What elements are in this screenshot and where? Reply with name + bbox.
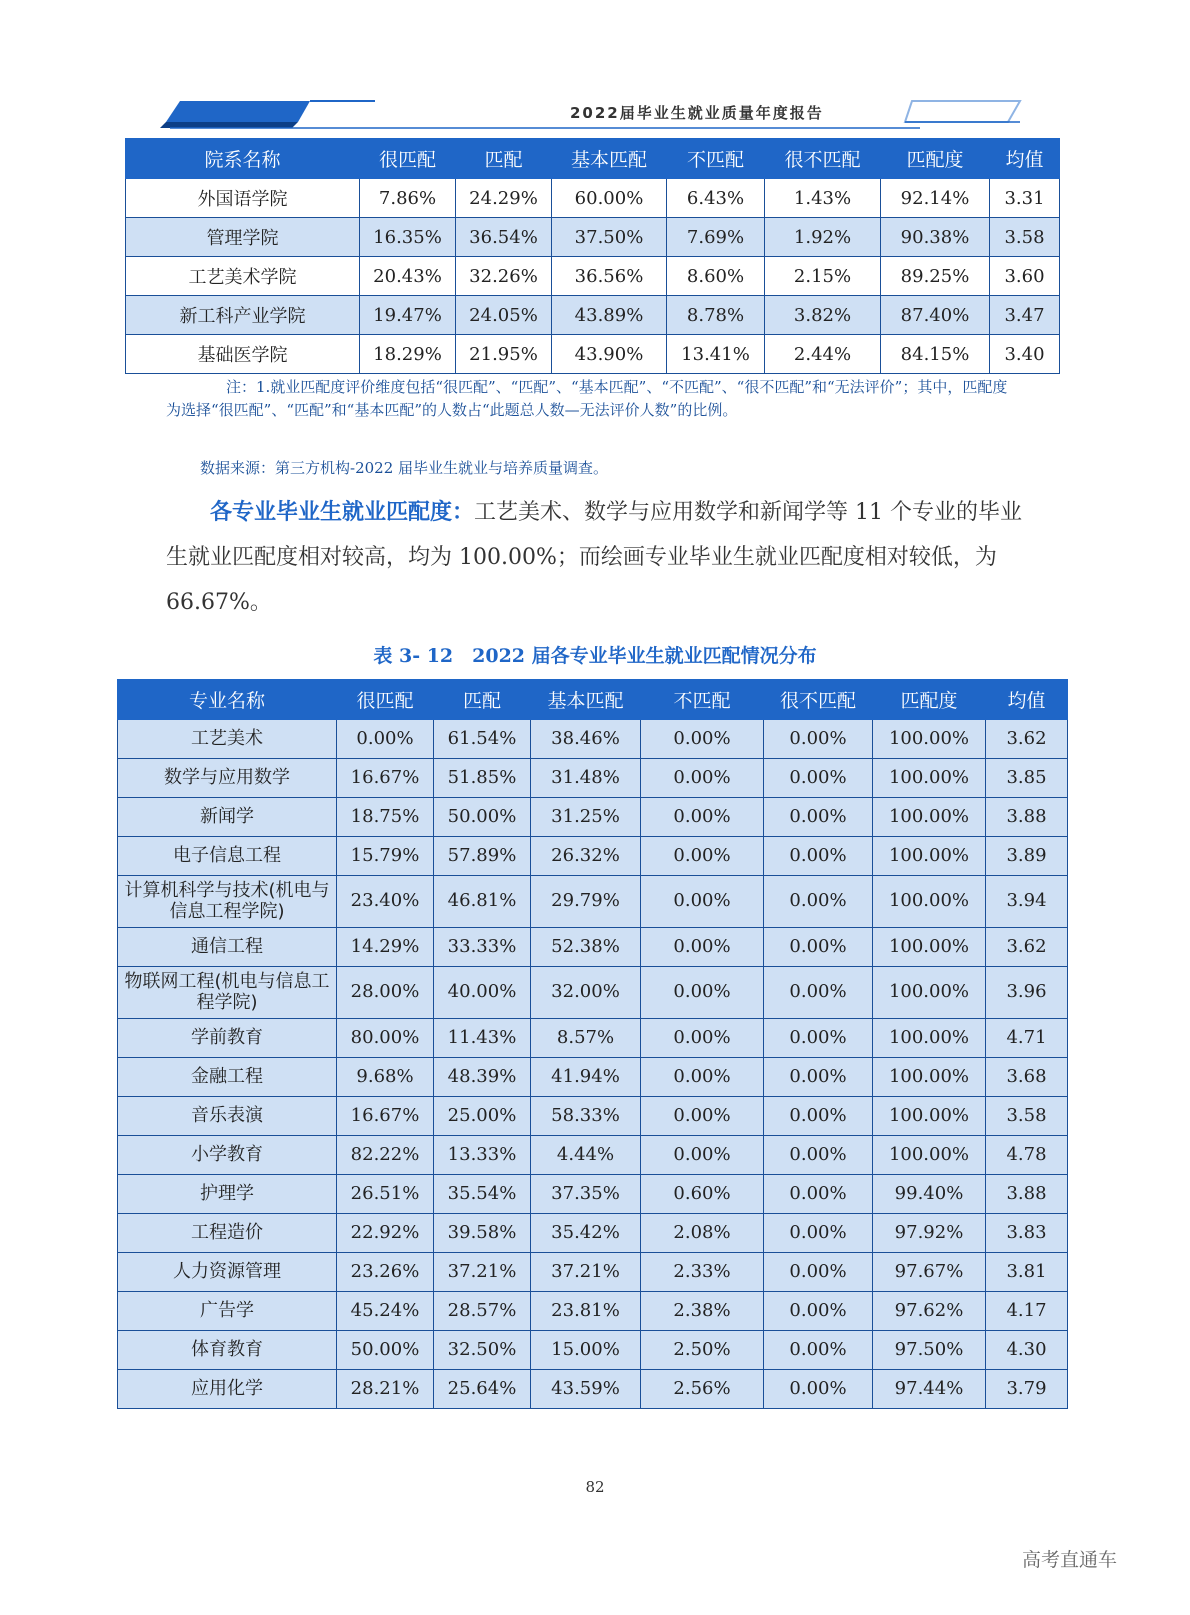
- table-cell: 0.00%: [764, 876, 873, 928]
- row-name-cell: 广告学: [118, 1292, 337, 1331]
- table-cell: 3.58: [986, 1097, 1068, 1136]
- table-cell: 100.00%: [873, 1136, 986, 1175]
- table-cell: 0.00%: [641, 759, 764, 798]
- table-cell: 60.00%: [552, 179, 667, 218]
- table-cell: 31.25%: [531, 798, 641, 837]
- table-cell: 4.30: [986, 1331, 1068, 1370]
- row-name-cell: 新工科产业学院: [126, 296, 360, 335]
- table-cell: 0.00%: [764, 798, 873, 837]
- table-row: [126, 335, 1060, 374]
- table-row: [118, 1019, 1068, 1058]
- table-cell: 14.29%: [337, 928, 434, 967]
- table-cell: 0.00%: [764, 837, 873, 876]
- table-cell: 3.82%: [765, 296, 881, 335]
- table-cell: 52.38%: [531, 928, 641, 967]
- table-cell: 3.47: [990, 296, 1060, 335]
- table-cell: 97.92%: [873, 1214, 986, 1253]
- paragraph-highlight: 各专业毕业生就业匹配度：: [210, 500, 475, 525]
- column-header: 匹配度: [881, 139, 990, 179]
- table-row: [118, 1253, 1068, 1292]
- page-number: 82: [585, 1478, 605, 1496]
- table-cell: 0.00%: [764, 1058, 873, 1097]
- column-header: 匹配: [456, 139, 552, 179]
- column-header: 基本匹配: [552, 139, 667, 179]
- table-cell: 28.21%: [337, 1370, 434, 1409]
- table-cell: 35.42%: [531, 1214, 641, 1253]
- table-cell: 37.35%: [531, 1175, 641, 1214]
- table-cell: 20.43%: [360, 257, 456, 296]
- table-cell: 92.14%: [881, 179, 990, 218]
- table-cell: 24.29%: [456, 179, 552, 218]
- table-cell: 9.68%: [337, 1058, 434, 1097]
- table-cell: 97.62%: [873, 1292, 986, 1331]
- table-cell: 13.33%: [434, 1136, 531, 1175]
- row-name-cell: 小学教育: [118, 1136, 337, 1175]
- table-cell: 0.00%: [337, 720, 434, 759]
- table-cell: 0.00%: [764, 1097, 873, 1136]
- table-cell: 39.58%: [434, 1214, 531, 1253]
- table-cell: 16.67%: [337, 1097, 434, 1136]
- table-cell: 0.00%: [764, 1019, 873, 1058]
- table-cell: 13.41%: [667, 335, 765, 374]
- table-row: [118, 1370, 1068, 1409]
- table-cell: 0.00%: [764, 720, 873, 759]
- row-name-cell: 物联网工程(机电与信息工程学院): [118, 967, 337, 1019]
- table-cell: 4.44%: [531, 1136, 641, 1175]
- table-cell: 32.26%: [456, 257, 552, 296]
- table-cell: 1.43%: [765, 179, 881, 218]
- table-row: [118, 720, 1068, 759]
- row-name-cell: 护理学: [118, 1175, 337, 1214]
- table-cell: 3.81: [986, 1253, 1068, 1292]
- table-cell: 37.50%: [552, 218, 667, 257]
- table-row: [118, 967, 1068, 1019]
- table-cell: 3.94: [986, 876, 1068, 928]
- table-cell: 100.00%: [873, 876, 986, 928]
- row-name-cell: 音乐表演: [118, 1097, 337, 1136]
- table-row: [118, 1097, 1068, 1136]
- column-header: 不匹配: [641, 680, 764, 720]
- table-cell: 57.89%: [434, 837, 531, 876]
- table-cell: 16.67%: [337, 759, 434, 798]
- row-name-cell: 基础医学院: [126, 335, 360, 374]
- table-cell: 82.22%: [337, 1136, 434, 1175]
- row-name-cell: 电子信息工程: [118, 837, 337, 876]
- table-cell: 0.00%: [764, 967, 873, 1019]
- column-header: 很不匹配: [764, 680, 873, 720]
- watermark: 高考直通车: [1022, 1549, 1118, 1571]
- table-cell: 0.00%: [641, 837, 764, 876]
- table-cell: 100.00%: [873, 1058, 986, 1097]
- table-cell: 1.92%: [765, 218, 881, 257]
- table-cell: 0.00%: [641, 928, 764, 967]
- table-cell: 46.81%: [434, 876, 531, 928]
- table-cell: 50.00%: [434, 798, 531, 837]
- row-name-cell: 金融工程: [118, 1058, 337, 1097]
- table-cell: 4.71: [986, 1019, 1068, 1058]
- table-cell: 31.48%: [531, 759, 641, 798]
- row-name-cell: 工程造价: [118, 1214, 337, 1253]
- table-cell: 3.62: [986, 720, 1068, 759]
- table-cell: 100.00%: [873, 798, 986, 837]
- table-cell: 8.60%: [667, 257, 765, 296]
- table-cell: 3.89: [986, 837, 1068, 876]
- table-cell: 19.47%: [360, 296, 456, 335]
- table-cell: 0.00%: [764, 1175, 873, 1214]
- table-note: 注：1.就业匹配度评价维度包括“很匹配”、“匹配”、“基本匹配”、“不匹配”、“很不匹配”和“无法评价”；其中，匹配度为选择“很匹配”、“匹配”和“基本匹配”的人数占“此题总人数—无法评价人数”的比例。: [166, 378, 1008, 419]
- column-header: 不匹配: [667, 139, 765, 179]
- table-cell: 0.00%: [641, 1136, 764, 1175]
- table-cell: 0.00%: [641, 1097, 764, 1136]
- table-cell: 97.50%: [873, 1331, 986, 1370]
- table-row: [118, 876, 1068, 928]
- table-cell: 3.62: [986, 928, 1068, 967]
- table-row: [118, 759, 1068, 798]
- column-header: 基本匹配: [531, 680, 641, 720]
- table-cell: 48.39%: [434, 1058, 531, 1097]
- table-cell: 0.00%: [764, 928, 873, 967]
- column-header: 院系名称: [126, 139, 360, 179]
- table-cell: 23.40%: [337, 876, 434, 928]
- table-row: [118, 1292, 1068, 1331]
- table-cell: 3.58: [990, 218, 1060, 257]
- college-match-table: [125, 138, 1060, 374]
- table-cell: 15.79%: [337, 837, 434, 876]
- table-cell: 0.00%: [764, 759, 873, 798]
- table-cell: 2.50%: [641, 1331, 764, 1370]
- table-cell: 38.46%: [531, 720, 641, 759]
- table-cell: 50.00%: [337, 1331, 434, 1370]
- table-cell: 3.88: [986, 1175, 1068, 1214]
- table-cell: 89.25%: [881, 257, 990, 296]
- table-cell: 0.00%: [641, 876, 764, 928]
- table-cell: 7.69%: [667, 218, 765, 257]
- table-caption: 表 3- 12 2022 届各专业毕业生就业匹配情况分布: [373, 645, 817, 667]
- table-cell: 0.00%: [764, 1253, 873, 1292]
- column-header: 均值: [990, 139, 1060, 179]
- row-name-cell: 通信工程: [118, 928, 337, 967]
- row-name-cell: 新闻学: [118, 798, 337, 837]
- major-match-table: [117, 679, 1068, 1409]
- table-cell: 99.40%: [873, 1175, 986, 1214]
- table-cell: 0.00%: [764, 1331, 873, 1370]
- table-cell: 84.15%: [881, 335, 990, 374]
- table-cell: 43.89%: [552, 296, 667, 335]
- row-name-cell: 学前教育: [118, 1019, 337, 1058]
- table-cell: 18.75%: [337, 798, 434, 837]
- report-header: [160, 96, 1030, 132]
- table-row: [118, 837, 1068, 876]
- table-cell: 3.96: [986, 967, 1068, 1019]
- table-row: [126, 296, 1060, 335]
- table-cell: 4.17: [986, 1292, 1068, 1331]
- table-cell: 35.54%: [434, 1175, 531, 1214]
- body-paragraph: [166, 490, 1026, 625]
- column-header: 很不匹配: [765, 139, 881, 179]
- table-row: [118, 1175, 1068, 1214]
- table-row: [118, 798, 1068, 837]
- row-name-cell: 应用化学: [118, 1370, 337, 1409]
- table-cell: 0.60%: [641, 1175, 764, 1214]
- table-row: [126, 257, 1060, 296]
- table-row: [126, 179, 1060, 218]
- table-cell: 87.40%: [881, 296, 990, 335]
- table-cell: 100.00%: [873, 1097, 986, 1136]
- table-cell: 3.68: [986, 1058, 1068, 1097]
- table-row: [118, 1136, 1068, 1175]
- table-cell: 25.00%: [434, 1097, 531, 1136]
- column-header: 很匹配: [360, 139, 456, 179]
- table-cell: 58.33%: [531, 1097, 641, 1136]
- table-cell: 100.00%: [873, 837, 986, 876]
- table-cell: 6.43%: [667, 179, 765, 218]
- row-name-cell: 工艺美术学院: [126, 257, 360, 296]
- table-cell: 24.05%: [456, 296, 552, 335]
- table-cell: 0.00%: [641, 967, 764, 1019]
- table-cell: 28.00%: [337, 967, 434, 1019]
- table-cell: 2.56%: [641, 1370, 764, 1409]
- table-row: [118, 928, 1068, 967]
- column-header: 匹配度: [873, 680, 986, 720]
- column-header: 专业名称: [118, 680, 337, 720]
- column-header: 很匹配: [337, 680, 434, 720]
- table-cell: 100.00%: [873, 967, 986, 1019]
- table-cell: 37.21%: [434, 1253, 531, 1292]
- table-cell: 3.85: [986, 759, 1068, 798]
- table-cell: 0.00%: [764, 1214, 873, 1253]
- table-cell: 80.00%: [337, 1019, 434, 1058]
- table-cell: 2.33%: [641, 1253, 764, 1292]
- table-cell: 8.78%: [667, 296, 765, 335]
- table-cell: 32.00%: [531, 967, 641, 1019]
- table-cell: 2.38%: [641, 1292, 764, 1331]
- table-cell: 97.67%: [873, 1253, 986, 1292]
- table-cell: 0.00%: [641, 1058, 764, 1097]
- row-name-cell: 人力资源管理: [118, 1253, 337, 1292]
- table-cell: 43.90%: [552, 335, 667, 374]
- table-cell: 21.95%: [456, 335, 552, 374]
- table-cell: 4.78: [986, 1136, 1068, 1175]
- table-cell: 3.31: [990, 179, 1060, 218]
- table-cell: 25.64%: [434, 1370, 531, 1409]
- row-name-cell: 工艺美术: [118, 720, 337, 759]
- row-name-cell: 计算机科学与技术(机电与信息工程学院): [118, 876, 337, 928]
- paragraph-text: 工艺美术、数学与应用数学和新闻学等 11 个专业的毕业生就业匹配度相对较高，均为 100.00%；而绘画专业毕业生就业匹配度相对较低，为 66.67%。: [166, 500, 1022, 615]
- table-row: [118, 1331, 1068, 1370]
- row-name-cell: 管理学院: [126, 218, 360, 257]
- table-cell: 100.00%: [873, 928, 986, 967]
- table-cell: 2.15%: [765, 257, 881, 296]
- table-cell: 3.40: [990, 335, 1060, 374]
- table-cell: 0.00%: [641, 798, 764, 837]
- table-cell: 23.26%: [337, 1253, 434, 1292]
- table-cell: 41.94%: [531, 1058, 641, 1097]
- table-cell: 0.00%: [641, 1019, 764, 1058]
- table-cell: 26.51%: [337, 1175, 434, 1214]
- data-source: 数据来源：第三方机构-2022 届毕业生就业与培养质量调查。: [200, 459, 609, 477]
- table-cell: 11.43%: [434, 1019, 531, 1058]
- row-name-cell: 体育教育: [118, 1331, 337, 1370]
- table-cell: 61.54%: [434, 720, 531, 759]
- table-cell: 32.50%: [434, 1331, 531, 1370]
- table-cell: 26.32%: [531, 837, 641, 876]
- table-cell: 2.08%: [641, 1214, 764, 1253]
- table-cell: 3.60: [990, 257, 1060, 296]
- table-cell: 2.44%: [765, 335, 881, 374]
- table-cell: 29.79%: [531, 876, 641, 928]
- table-row: [126, 218, 1060, 257]
- table-cell: 0.00%: [764, 1136, 873, 1175]
- table-row: [118, 1214, 1068, 1253]
- table-cell: 36.54%: [456, 218, 552, 257]
- table-cell: 51.85%: [434, 759, 531, 798]
- table-cell: 33.33%: [434, 928, 531, 967]
- header-title: 2022届毕业生就业质量年度报告: [570, 104, 824, 122]
- table-cell: 7.86%: [360, 179, 456, 218]
- row-name-cell: 外国语学院: [126, 179, 360, 218]
- table-cell: 40.00%: [434, 967, 531, 1019]
- row-name-cell: 数学与应用数学: [118, 759, 337, 798]
- table-cell: 100.00%: [873, 759, 986, 798]
- table-cell: 100.00%: [873, 1019, 986, 1058]
- table-cell: 0.00%: [641, 720, 764, 759]
- table-cell: 3.79: [986, 1370, 1068, 1409]
- table-cell: 28.57%: [434, 1292, 531, 1331]
- table-cell: 100.00%: [873, 720, 986, 759]
- table-cell: 43.59%: [531, 1370, 641, 1409]
- table-cell: 3.88: [986, 798, 1068, 837]
- table-cell: 18.29%: [360, 335, 456, 374]
- table-cell: 97.44%: [873, 1370, 986, 1409]
- table-cell: 36.56%: [552, 257, 667, 296]
- table-cell: 37.21%: [531, 1253, 641, 1292]
- table-header-row: [118, 680, 1068, 720]
- table-cell: 45.24%: [337, 1292, 434, 1331]
- table-cell: 0.00%: [764, 1370, 873, 1409]
- table-row: [118, 1058, 1068, 1097]
- table-cell: 8.57%: [531, 1019, 641, 1058]
- table-cell: 15.00%: [531, 1331, 641, 1370]
- table-header-row: [126, 139, 1060, 179]
- table-cell: 16.35%: [360, 218, 456, 257]
- table-cell: 3.83: [986, 1214, 1068, 1253]
- table-cell: 22.92%: [337, 1214, 434, 1253]
- column-header: 均值: [986, 680, 1068, 720]
- table-cell: 23.81%: [531, 1292, 641, 1331]
- table-cell: 90.38%: [881, 218, 990, 257]
- table-cell: 0.00%: [764, 1292, 873, 1331]
- column-header: 匹配: [434, 680, 531, 720]
